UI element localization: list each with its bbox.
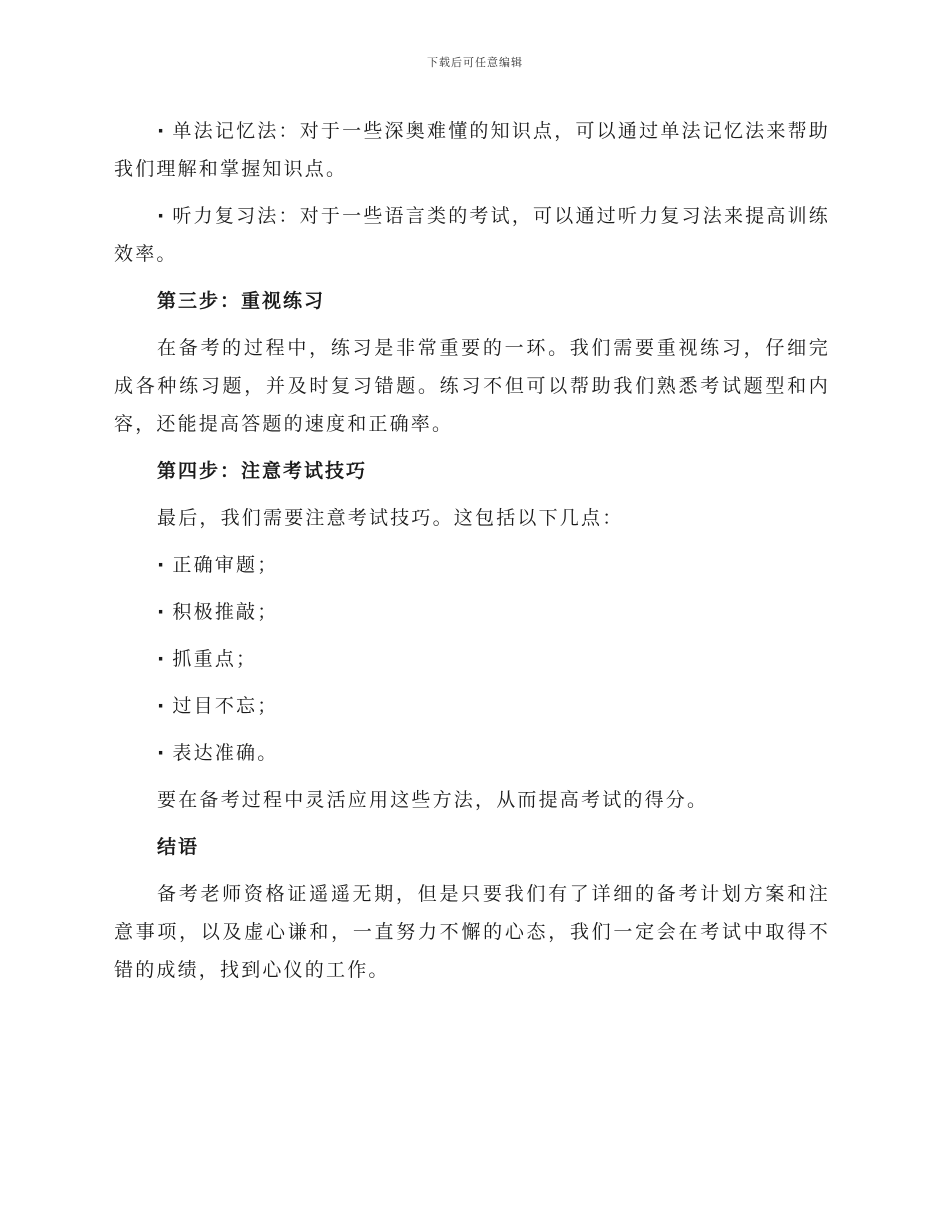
tip-item xyxy=(114,593,830,631)
bullet-icon: · xyxy=(157,695,167,717)
method-item-text: 单法记忆法：对于一些深奥难懂的知识点，可以通过单法记忆法来帮助我们理解和掌握知识点。 xyxy=(114,120,830,180)
section-heading-step4: 第四步：注意考试技巧 xyxy=(157,460,368,482)
bullet-icon: · xyxy=(157,120,167,142)
bullet-icon: · xyxy=(157,742,167,764)
method-item xyxy=(114,197,830,273)
tip-item xyxy=(114,546,830,584)
tip-item xyxy=(114,734,830,772)
bullet-icon: · xyxy=(157,648,167,670)
tip-item-text: 正确审题； xyxy=(172,554,279,576)
section-heading-step3: 第三步：重视练习 xyxy=(157,290,326,312)
tip-item xyxy=(114,640,830,678)
method-item-text: 听力复习法：对于一些语言类的考试，可以通过听力复习法来提高训练效率。 xyxy=(114,205,830,265)
tip-item-text: 积极推敲； xyxy=(172,601,279,623)
step3-paragraph: 在备考的过程中，练习是非常重要的一环。我们需要重视练习，仔细完成各种练习题，并及时复习错题。练习不但可以帮助我们熟悉考试题型和内容，还能提高答题的速度和正确率。 xyxy=(114,337,830,435)
section-heading-conclusion: 结语 xyxy=(157,836,200,858)
document-body xyxy=(114,112,830,998)
method-item xyxy=(114,112,830,188)
tip-item xyxy=(114,687,830,725)
tip-item-text: 抓重点； xyxy=(172,648,258,670)
bullet-icon: · xyxy=(157,554,167,576)
tip-item-text: 表达准确。 xyxy=(172,742,279,764)
bullet-icon: · xyxy=(157,601,167,623)
conclusion-paragraph: 备考老师资格证遥遥无期，但是只要我们有了详细的备考计划方案和注意事项，以及虚心谦和，一直努力不懈的心态，我们一定会在考试中取得不错的成绩，找到心仪的工作。 xyxy=(114,883,830,981)
page-header: 下载后可任意编辑 xyxy=(427,56,523,69)
tip-item-text: 过目不忘； xyxy=(172,695,279,717)
step4-outro: 要在备考过程中灵活应用这些方法，从而提高考试的得分。 xyxy=(157,789,709,811)
step4-intro: 最后，我们需要注意考试技巧。这包括以下几点： xyxy=(157,507,624,529)
bullet-icon: · xyxy=(157,205,167,227)
